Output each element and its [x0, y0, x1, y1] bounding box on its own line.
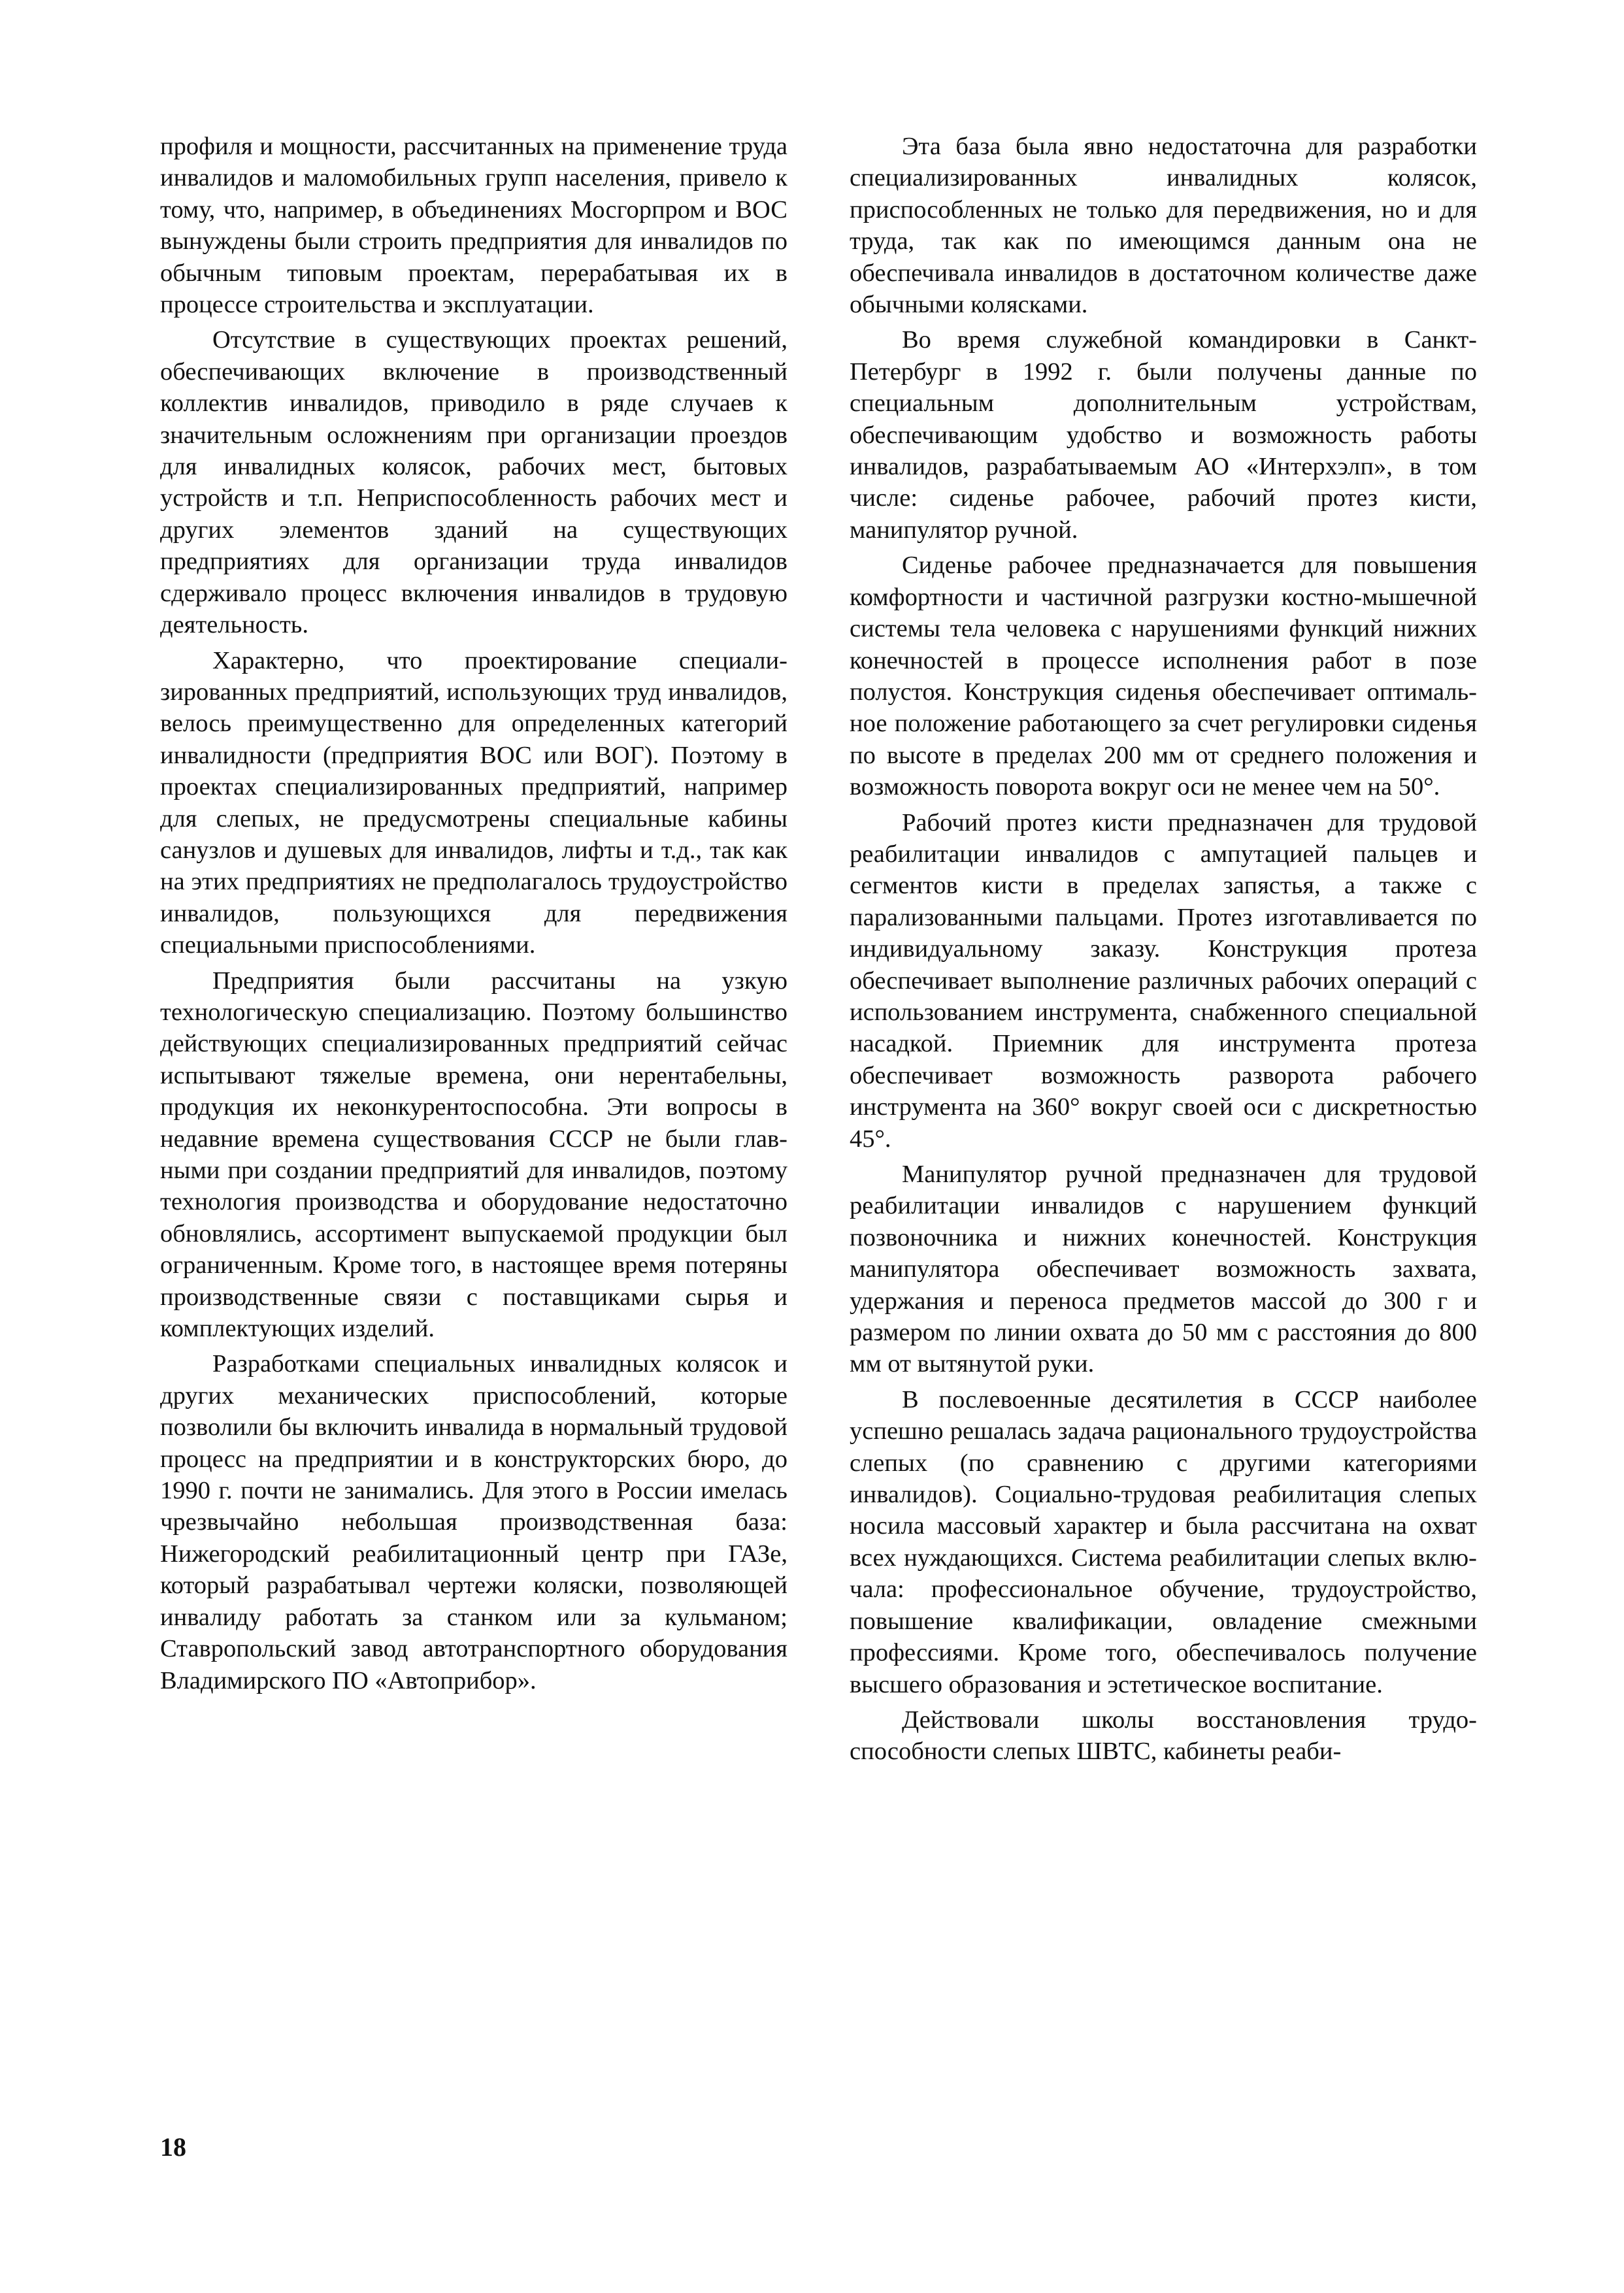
paragraph: Во время служебной командировки в Санкт-Петербург в 1992 г. были получены данные по специальным дополнительным устройствам, обеспечивающим удобство и возможность работы инвалидов, разрабатываемым АО «Интерхэлп», в том числе: сиденье рабочее, рабочий протез кисти, манипулятор ручной.	[850, 326, 1477, 544]
paragraph: Рабочий протез кисти предназначен для трудовой реабилитации инвалидов с ампутацией пальцев и сегментов кисти в пределах запястья, а также с парализованными пальцами. Протез изготавливается по индивидуальному заказу. Конструкция протеза обеспечивает выполнение различных рабочих операций с использованием инструмента, снабженного специальной насадкой. Приемник для инструмента протеза обеспечивает возможность разворота рабочего инструмента на 360° вокруг своей оси с дискретностью 45°.	[850, 808, 1477, 1153]
page-number: 18	[160, 2132, 186, 2162]
paragraph: Разработками специальных инвалидных колясок и других механических приспособлений, которые позволили бы включить инвалида в нормальный трудовой процесс на предприятии и в конструкторских бюро, до 1990 г. почти не занимались. Для этого в России имелась чрезвычайно небольшая производственная база: Нижегородский реабилитационный центр при ГАЗе, который разрабатывал чертежи коляски, позволяющей инвалиду работать за станком или за кульманом; Ставропольский завод автотранспортного оборудования Владимирского ПО «Автоприбор».	[160, 1350, 787, 1694]
paragraph: В послевоенные десятилетия в СССР наиболее успешно решалась задача рационального трудоустройства слепых (по сравнению с другими категориями инвалидов). Социально-трудовая реабилитация слепых носила массовый характер и была рассчитана на охват всех нуждающихся. Система реабилитации слепых включала: профессиональное обучение, трудоустройство, повышение квалификации, овладение смежными профессиями. Кроме того, обеспечивалось получение высшего образования и эстетическое воспитание.	[850, 1385, 1477, 1698]
paragraph: Сиденье рабочее предназначается для повышения комфортности и частичной разгрузки костно-мышечной системы тела человека с нарушениями функций нижних конечностей в процессе исполнения работ в позе полустоя. Конструкция сиденья обеспечивает оптимальное положение работающего за счет регулировки сиденья по высоте в пределах 200 мм от среднего положения и возможность поворота вокруг оси не менее чем на 50°.	[850, 552, 1477, 801]
left-text-column	[160, 131, 787, 1700]
paragraph: Манипулятор ручной предназначен для трудовой реабилитации инвалидов с нарушением функций позвоночника и нижних конечностей. Конструкция манипулятора обеспечивает возможность захвата, удержания и переноса предметов массой до 300 г и размером по линии охвата до 50 мм с расстояния до 800 мм от вытянутой руки.	[850, 1161, 1477, 1378]
paragraph: Характерно, что проектирование специализированных предприятий, использующих труд инвалидов, велось преимущественно для определенных категорий инвалидности (предприятия ВОС или ВОГ). Поэтому в проектах специализированных предприятий, например для слепых, не предусмотрены специальные кабины санузлов и душевых для инвалидов, лифты и т.д., так как на этих предприятиях не предполагалось трудоустройство инвалидов, пользующихся для передвижения специальными приспособлениями.	[160, 646, 787, 959]
paragraph: Эта база была явно недостаточна для разработки специализированных инвалидных колясок, приспособленных не только для передвижения, но и для труда, так как по имеющимся данным она не обеспечивала инвалидов в достаточном количестве даже обычными колясками.	[850, 133, 1477, 319]
paragraph: Предприятия были рассчитаны на узкую технологическую специализацию. Поэтому большинство действующих специализированных предприятий сейчас испытывают тяжелые времена, они нерентабельны, продукция их неконкурентоспособна. Эти вопросы в недавние времена существования СССР не были главными при создании предприятий для инвалидов, поэтому технология производства и оборудование недостаточно обновлялись, ассортимент выпускаемой продукции был ограниченным. Кроме того, в настоящее время потеряны производственные связи с поставщиками сырья и комплектующих изделий.	[160, 966, 787, 1343]
paragraph: Отсутствие в существующих проектах решений, обеспечивающих включение в производственный коллектив инвалидов, приводило в ряде случаев к значительным осложнениям при организации проездов для инвалидных колясок, рабочих мест, бытовых устройств и т.п. Неприспособленность рабочих мест и других элементов зданий на существующих предприятиях для организации труда инвалидов сдерживало процесс включения инвалидов в трудовую деятельность.	[160, 326, 787, 639]
paragraph: Действовали школы восстановления трудоспособности слепых ШВТС, кабинеты реаби-	[850, 1706, 1477, 1766]
paragraph: профиля и мощности, рассчитанных на применение труда инвалидов и маломобильных групп населения, привело к тому, что, например, в объединениях Мосгорпром и ВОС вынуждены были строить предприятия для инвалидов по обычным типовым проектам, перерабатывая их в процессе строительства и эксплуатации.	[160, 133, 787, 319]
right-text-column	[850, 131, 1477, 1772]
